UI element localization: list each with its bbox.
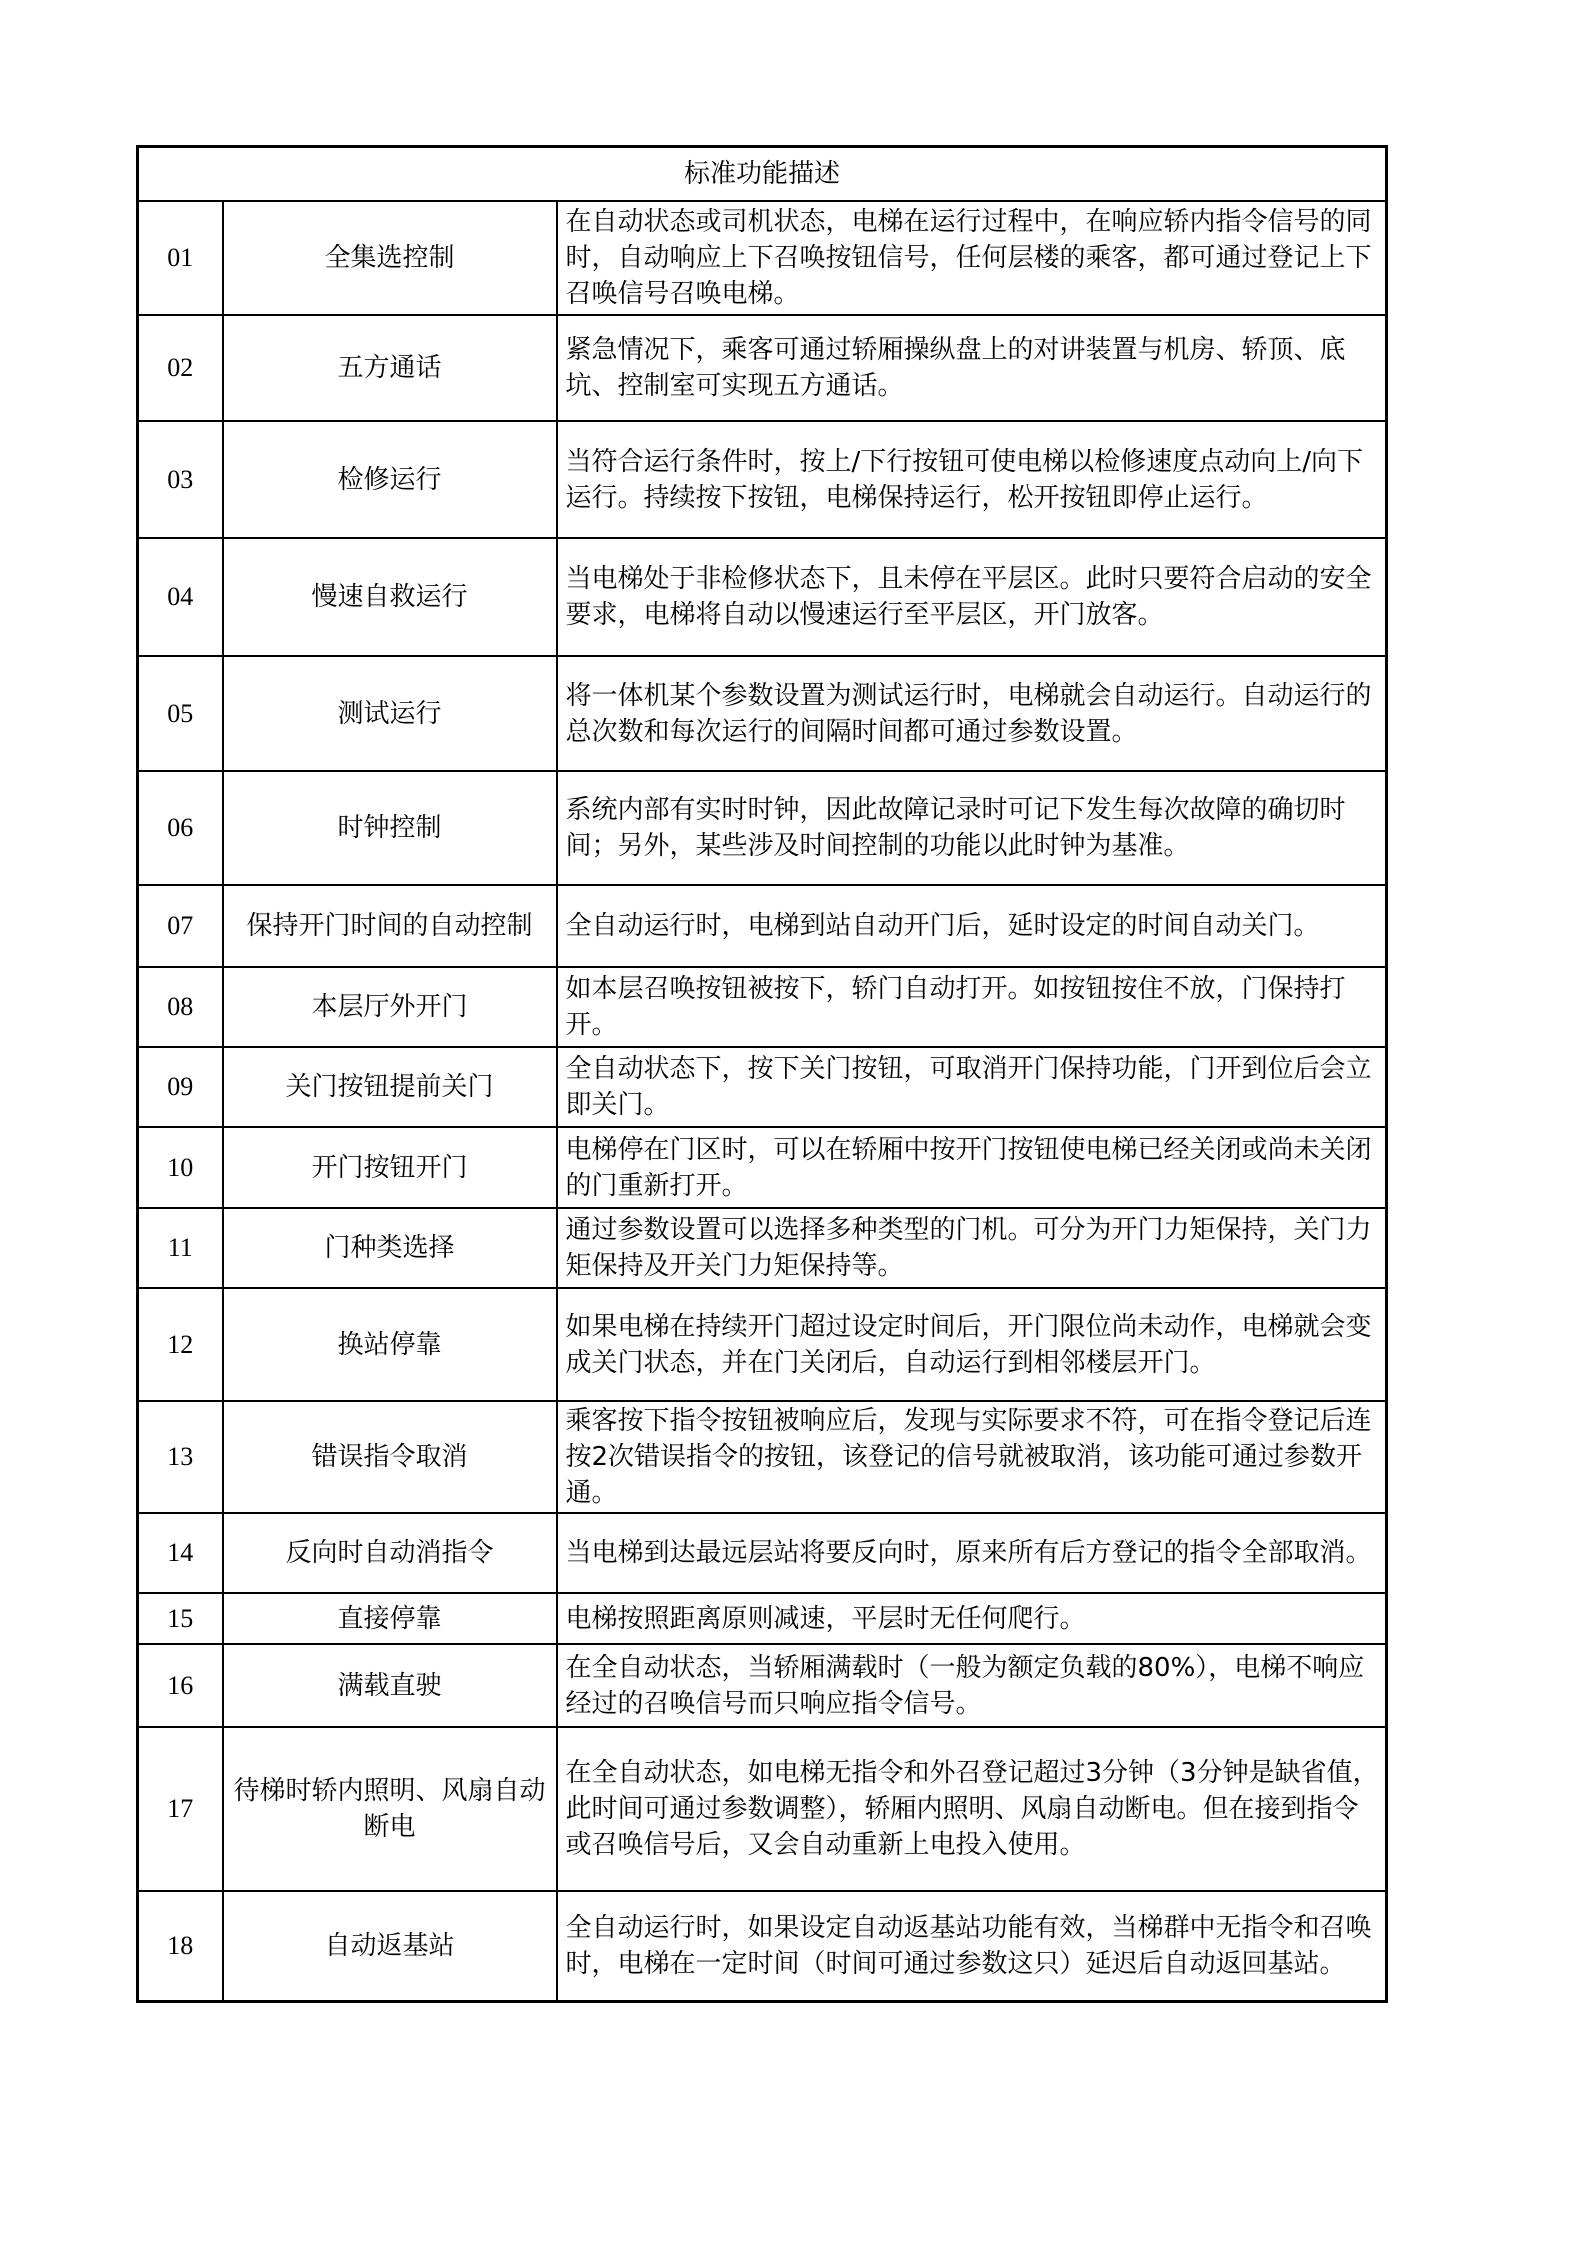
row-number: 04: [138, 538, 223, 656]
function-description: 紧急情况下，乘客可通过轿厢操纵盘上的对讲装置与机房、轿顶、底坑、控制室可实现五方通话。: [557, 315, 1387, 421]
row-number: 08: [138, 967, 223, 1047]
table-body: [138, 147, 1387, 2002]
function-description: 在自动状态或司机状态，电梯在运行过程中，在响应轿内指令信号的同时，自动响应上下召唤按钮信号，任何层楼的乘客，都可通过登记上下召唤信号召唤电梯。: [557, 201, 1387, 315]
function-description: 全自动运行时，电梯到站自动开门后，延时设定的时间自动关门。: [557, 885, 1387, 967]
function-description: 将一体机某个参数设置为测试运行时，电梯就会自动运行。自动运行的总次数和每次运行的间隔时间都可通过参数设置。: [557, 656, 1387, 771]
function-description: 如果电梯在持续开门超过设定时间后，开门限位尚未动作，电梯就会变成关门状态，并在门关闭后，自动运行到相邻楼层开门。: [557, 1288, 1387, 1401]
function-name: 五方通话: [223, 315, 557, 421]
table-row: [138, 1401, 1387, 1513]
function-description: 电梯停在门区时，可以在轿厢中按开门按钮使电梯已经关闭或尚未关闭的门重新打开。: [557, 1127, 1387, 1208]
function-description: 全自动状态下，按下关门按钮，可取消开门保持功能，门开到位后会立即关门。: [557, 1047, 1387, 1127]
table-row: [138, 885, 1387, 967]
row-number: 02: [138, 315, 223, 421]
row-number: 12: [138, 1288, 223, 1401]
function-description: 在全自动状态，当轿厢满载时（一般为额定负载的80%），电梯不响应经过的召唤信号而只响应指令信号。: [557, 1644, 1387, 1727]
function-description: 电梯按照距离原则减速，平层时无任何爬行。: [557, 1593, 1387, 1644]
function-description: 通过参数设置可以选择多种类型的门机。可分为开门力矩保持，关门力矩保持及开关门力矩保持等。: [557, 1208, 1387, 1288]
table-row: [138, 421, 1387, 538]
row-number: 16: [138, 1644, 223, 1727]
table-row: [138, 1727, 1387, 1891]
function-name: 测试运行: [223, 656, 557, 771]
standard-functions-table: [136, 145, 1388, 2003]
function-name: 错误指令取消: [223, 1401, 557, 1513]
row-number: 03: [138, 421, 223, 538]
table-row: [138, 1513, 1387, 1593]
table-row: [138, 1593, 1387, 1644]
function-name: 保持开门时间的自动控制: [223, 885, 557, 967]
table-row: [138, 771, 1387, 885]
table-row: [138, 1208, 1387, 1288]
function-name: 反向时自动消指令: [223, 1513, 557, 1593]
table-row: [138, 315, 1387, 421]
function-name: 关门按钮提前关门: [223, 1047, 557, 1127]
function-name: 换站停靠: [223, 1288, 557, 1401]
table-title: 标准功能描述: [138, 147, 1387, 202]
function-description: 如本层召唤按钮被按下，轿门自动打开。如按钮按住不放，门保持打开。: [557, 967, 1387, 1047]
function-description: 当电梯到达最远层站将要反向时，原来所有后方登记的指令全部取消。: [557, 1513, 1387, 1593]
table-title-row: [138, 147, 1387, 202]
row-number: 17: [138, 1727, 223, 1891]
table-row: [138, 1644, 1387, 1727]
row-number: 11: [138, 1208, 223, 1288]
function-name: 门种类选择: [223, 1208, 557, 1288]
table-row: [138, 967, 1387, 1047]
function-description: 系统内部有实时时钟，因此故障记录时可记下发生每次故障的确切时间；另外，某些涉及时间控制的功能以此时钟为基准。: [557, 771, 1387, 885]
function-name: 全集选控制: [223, 201, 557, 315]
function-name: 慢速自救运行: [223, 538, 557, 656]
table-row: [138, 1288, 1387, 1401]
function-description: 当符合运行条件时，按上/下行按钮可使电梯以检修速度点动向上/向下运行。持续按下按钮，电梯保持运行，松开按钮即停止运行。: [557, 421, 1387, 538]
table-row: [138, 1891, 1387, 2001]
function-name: 时钟控制: [223, 771, 557, 885]
table-row: [138, 1047, 1387, 1127]
function-name: 开门按钮开门: [223, 1127, 557, 1208]
row-number: 10: [138, 1127, 223, 1208]
row-number: 07: [138, 885, 223, 967]
function-name: 本层厅外开门: [223, 967, 557, 1047]
row-number: 14: [138, 1513, 223, 1593]
table-row: [138, 538, 1387, 656]
table-row: [138, 656, 1387, 771]
function-name: 待梯时轿内照明、风扇自动断电: [223, 1727, 557, 1891]
row-number: 05: [138, 656, 223, 771]
table-row: [138, 201, 1387, 315]
function-description: 全自动运行时，如果设定自动返基站功能有效，当梯群中无指令和召唤时，电梯在一定时间（时间可通过参数这只）延迟后自动返回基站。: [557, 1891, 1387, 2001]
function-description: 当电梯处于非检修状态下，且未停在平层区。此时只要符合启动的安全要求，电梯将自动以慢速运行至平层区，开门放客。: [557, 538, 1387, 656]
row-number: 15: [138, 1593, 223, 1644]
row-number: 18: [138, 1891, 223, 2001]
row-number: 01: [138, 201, 223, 315]
function-name: 自动返基站: [223, 1891, 557, 2001]
function-description: 乘客按下指令按钮被响应后，发现与实际要求不符，可在指令登记后连按2次错误指令的按钮，该登记的信号就被取消，该功能可通过参数开通。: [557, 1401, 1387, 1513]
table-row: [138, 1127, 1387, 1208]
function-name: 满载直驶: [223, 1644, 557, 1727]
row-number: 06: [138, 771, 223, 885]
function-name: 直接停靠: [223, 1593, 557, 1644]
row-number: 09: [138, 1047, 223, 1127]
row-number: 13: [138, 1401, 223, 1513]
function-description: 在全自动状态，如电梯无指令和外召登记超过3分钟（3分钟是缺省值，此时间可通过参数调整），轿厢内照明、风扇自动断电。但在接到指令或召唤信号后，又会自动重新上电投入使用。: [557, 1727, 1387, 1891]
function-name: 检修运行: [223, 421, 557, 538]
